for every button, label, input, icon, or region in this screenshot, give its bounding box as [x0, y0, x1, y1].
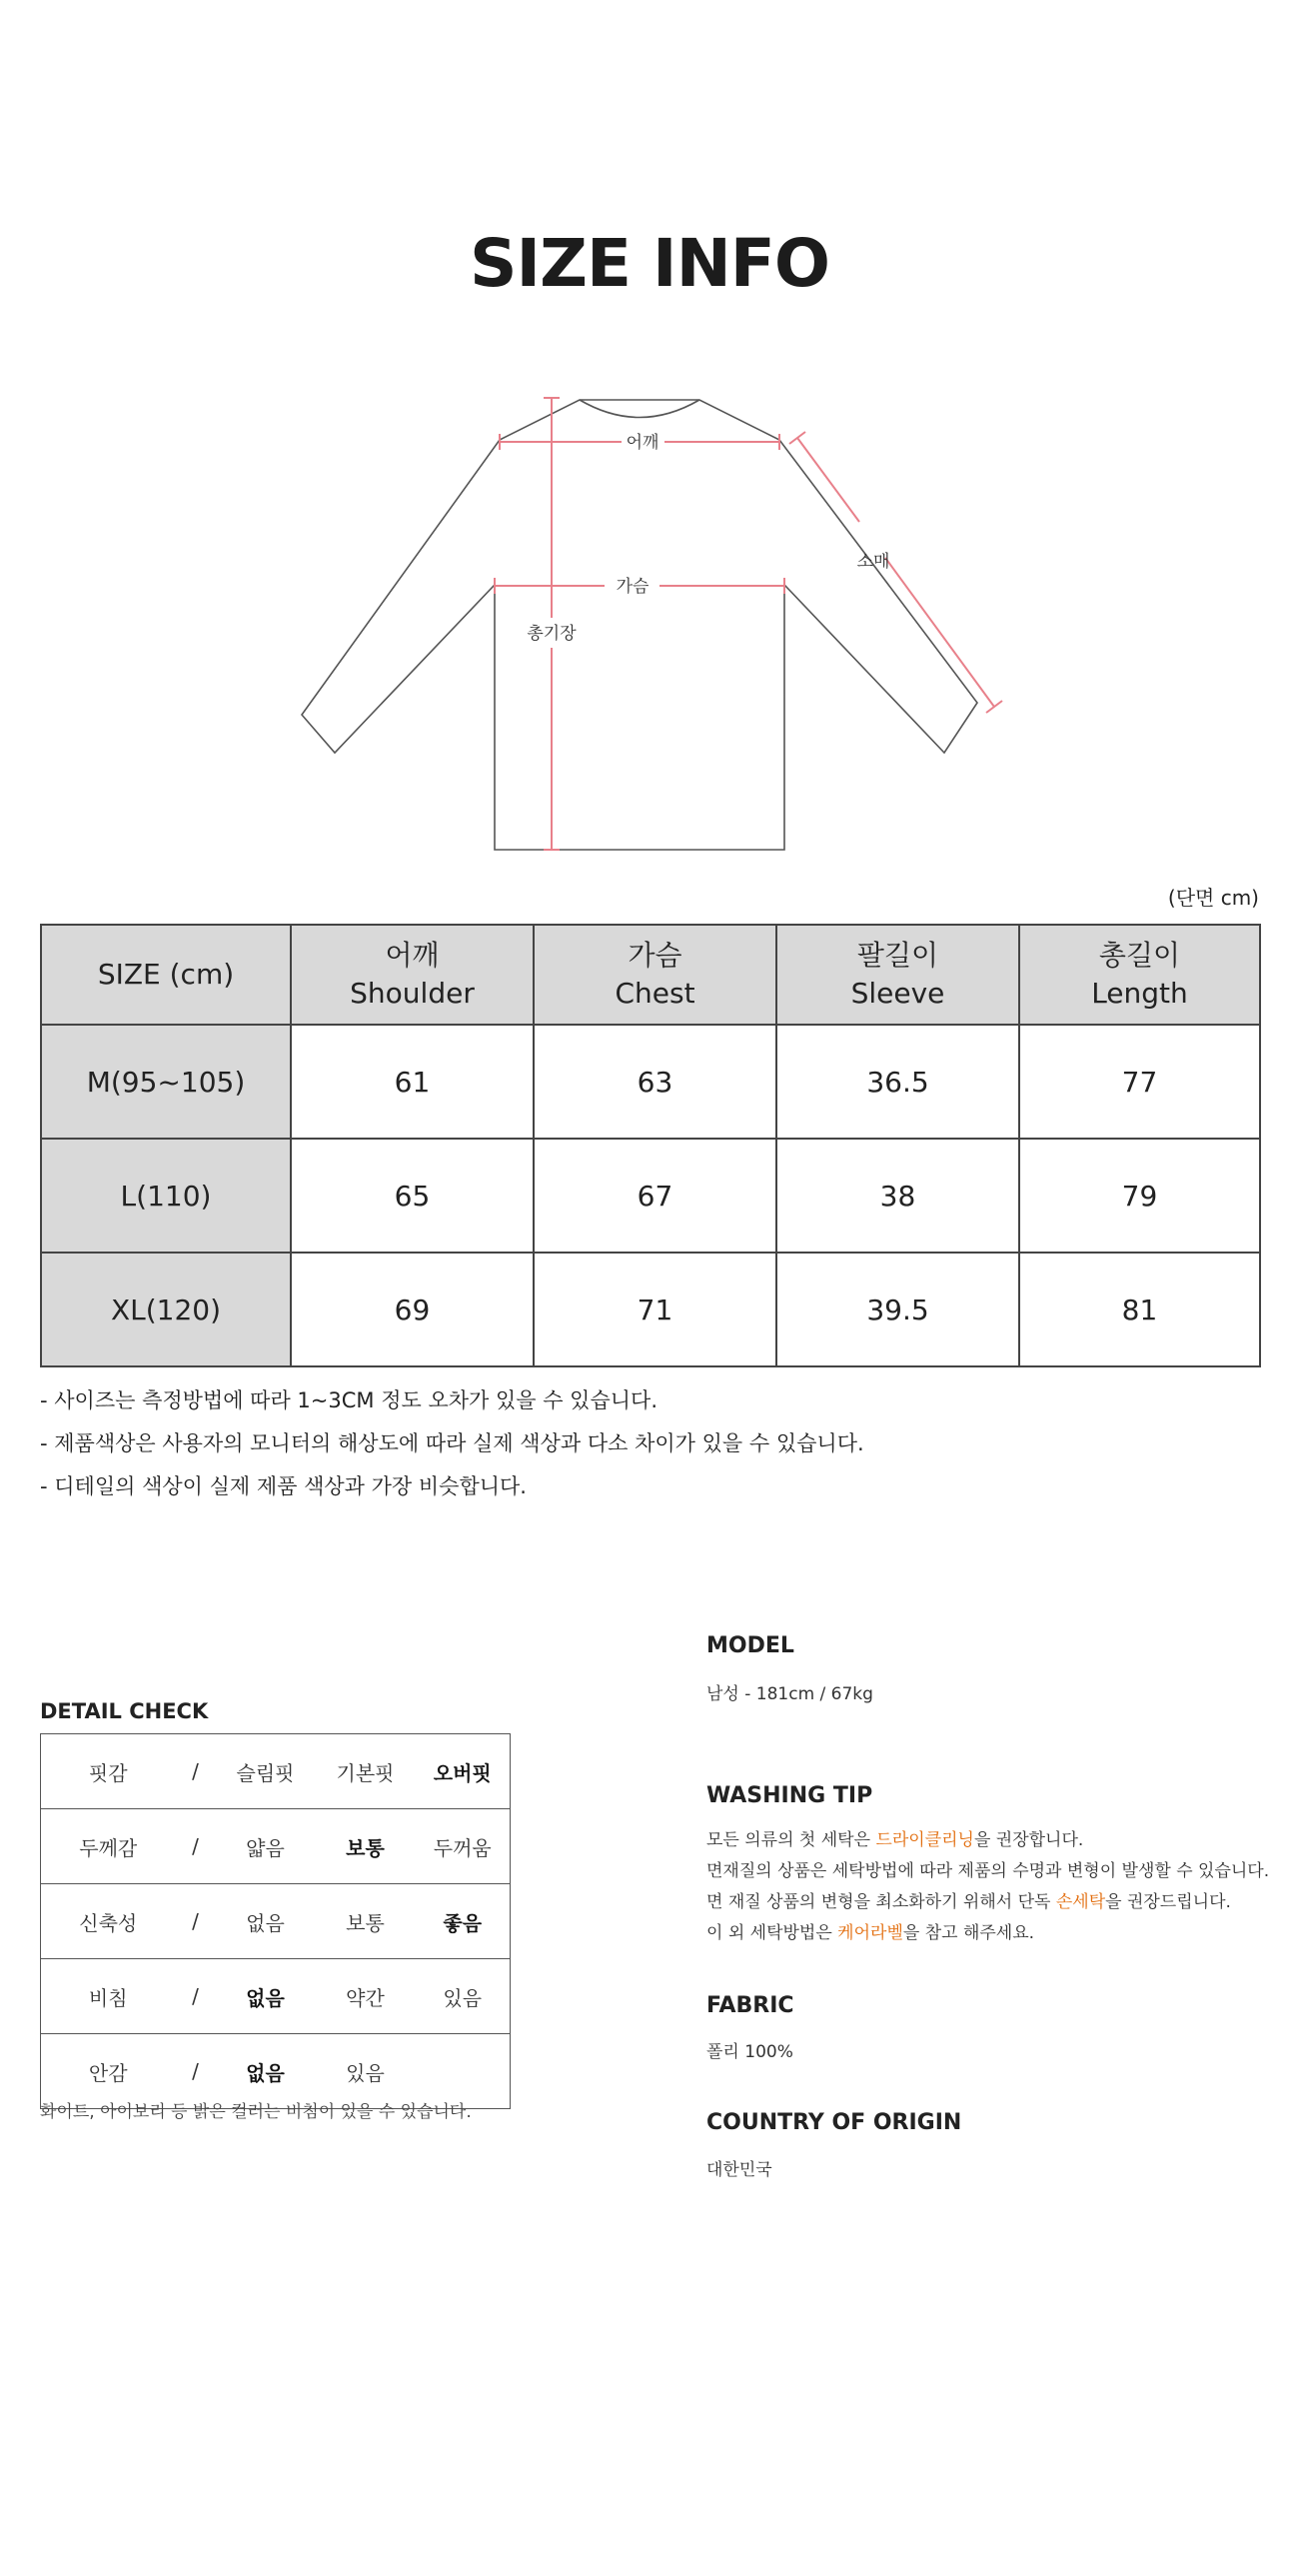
origin-text: 대한민국 [706, 2160, 772, 2180]
table-cell: 38 [776, 1139, 1019, 1253]
washing-tip-heading: WASHING TIP [706, 1783, 873, 1808]
table-cell: 36.5 [776, 1025, 1019, 1139]
unit-note: (단면 cm) [1167, 886, 1259, 910]
table-cell: 65 [291, 1139, 534, 1253]
detail-option: 없음 [216, 1959, 316, 2034]
detail-row [41, 1959, 511, 2034]
table-row [41, 1139, 1260, 1253]
detail-option: 좋음 [416, 1884, 511, 1959]
detail-label: 신축성 [41, 1884, 176, 1959]
detail-option: 두꺼움 [416, 1809, 511, 1884]
detail-separator: / [176, 1959, 216, 2034]
size-table [40, 924, 1261, 1367]
note-line: - 제품색상은 사용자의 모니터의 해상도에 따라 실제 색상과 다소 차이가 있을 수 있습니다. [40, 1431, 864, 1455]
detail-check-title: DETAIL CHECK [40, 1699, 209, 1723]
size-notes [40, 1379, 864, 1508]
detail-row [41, 1884, 511, 1959]
detail-option: 없음 [216, 1884, 316, 1959]
detail-option: 있음 [316, 2034, 416, 2109]
page-title: SIZE INFO [470, 225, 829, 302]
detail-option: 기본핏 [316, 1734, 416, 1809]
detail-label: 비침 [41, 1959, 176, 2034]
sleeve-label: 소매 [856, 552, 890, 572]
note-line: - 사이즈는 측정방법에 따라 1~3CM 정도 오차가 있을 수 있습니다. [40, 1388, 658, 1412]
note-line: - 디테일의 색상이 실제 제품 색상과 가장 비슷합니다. [40, 1474, 527, 1498]
detail-check-note: 화이트, 아이보리 등 밝은 컬러는 비침이 있을 수 있습니다. [40, 2102, 472, 2122]
table-cell: 67 [534, 1139, 776, 1253]
detail-separator: / [176, 2034, 216, 2109]
header-sleeve: 팔길이 Sleeve [776, 925, 1019, 1025]
detail-option: 약간 [316, 1959, 416, 2034]
table-cell: 77 [1019, 1025, 1260, 1139]
table-cell: 63 [534, 1025, 776, 1139]
table-cell: 61 [291, 1025, 534, 1139]
detail-row [41, 1734, 511, 1809]
detail-option: 보통 [316, 1809, 416, 1884]
size-table-header [41, 925, 1260, 1025]
table-cell: 69 [291, 1253, 534, 1366]
table-cell: 39.5 [776, 1253, 1019, 1366]
fabric-heading: FABRIC [706, 1993, 794, 2018]
chest-label: 가슴 [616, 577, 650, 597]
header-shoulder: 어깨 Shoulder [291, 925, 534, 1025]
row-size: L(110) [41, 1139, 291, 1253]
detail-option: 있음 [416, 1959, 511, 2034]
table-cell: 79 [1019, 1139, 1260, 1253]
detail-option: 오버핏 [416, 1734, 511, 1809]
detail-row [41, 1809, 511, 1884]
row-size: XL(120) [41, 1253, 291, 1366]
header-chest: 가슴 Chest [534, 925, 776, 1025]
detail-label: 두께감 [41, 1809, 176, 1884]
fabric-text: 폴리 100% [706, 2042, 793, 2062]
detail-option: 얇음 [216, 1809, 316, 1884]
detail-separator: / [176, 1884, 216, 1959]
garment-diagram [290, 380, 1009, 870]
detail-label: 안감 [41, 2034, 176, 2109]
model-heading: MODEL [706, 1633, 794, 1658]
shoulder-label: 어깨 [626, 433, 659, 453]
table-cell: 71 [534, 1253, 776, 1366]
detail-separator: / [176, 1809, 216, 1884]
length-label: 총기장 [527, 624, 577, 644]
detail-label: 핏감 [41, 1734, 176, 1809]
detail-separator: / [176, 1734, 216, 1809]
table-row [41, 1253, 1260, 1366]
detail-option: 슬림핏 [216, 1734, 316, 1809]
header-length: 총길이 Length [1019, 925, 1260, 1025]
origin-heading: COUNTRY OF ORIGIN [706, 2110, 962, 2135]
detail-option: 보통 [316, 1884, 416, 1959]
detail-check-table [40, 1733, 511, 2109]
detail-option: 없음 [216, 2034, 316, 2109]
header-size: SIZE (cm) [41, 925, 291, 1025]
table-cell: 81 [1019, 1253, 1260, 1366]
row-size: M(95~105) [41, 1025, 291, 1139]
table-row [41, 1025, 1260, 1139]
washing-tip-text: 모든 의류의 첫 세탁은 드라이클리닝을 권장합니다. 면재질의 상품은 세탁방법에 따라 제품의 수명과 변형이 발생할 수 있습니다. 면 재질 상품의 변형을 최소화하기 위해서 단독 손세탁을 권장드립니다. 이 외 세탁방법은 케어라벨을 참고 해주세요. [706, 1830, 1270, 1943]
model-text: 남성 - 181cm / 67kg [706, 1684, 873, 1704]
